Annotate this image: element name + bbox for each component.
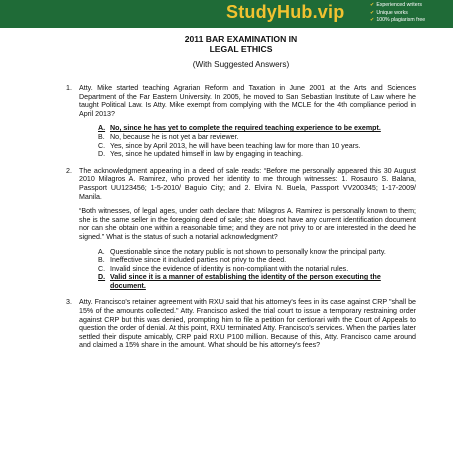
document-title-line2: LEGAL ETHICS (209, 44, 273, 54)
document-subtitle: (With Suggested Answers) (192, 60, 290, 69)
check-icon: ✔ (370, 2, 375, 8)
question-number: 1. (66, 84, 72, 92)
question-2 (66, 167, 416, 291)
answer-options (98, 124, 416, 158)
feature-item: ✔ Unique works (370, 9, 408, 16)
answer-option-c: C. Yes, since by April 2013, he will have been teaching law for more than 10 years. (98, 141, 361, 150)
studyhub-banner (0, 0, 453, 28)
answer-option-d: D. Valid since it is a manner of establishing the identity of the person executing the document. (98, 273, 381, 290)
question-number: 3. (66, 298, 72, 307)
question-1 (66, 84, 416, 159)
feature-item: ✔ 100% plagiarism free (370, 17, 426, 24)
check-icon: ✔ (370, 17, 375, 24)
answer-option-d: D. Yes, since he updated himself in law by engaging in teaching. (98, 150, 303, 159)
studyhub-logo[interactable]: StudyHub.vip (226, 2, 345, 22)
question-3 (66, 298, 416, 350)
document-page (66, 34, 416, 350)
question-number: 2. (66, 166, 72, 175)
document-title-line1: 2011 BAR EXAMINATION IN (184, 34, 298, 44)
answer-option-a: A. Questionable since the notary public is not shown to personally know the principal party. (98, 247, 386, 256)
feature-item: ✔ Experienced writers (370, 2, 422, 8)
answer-option-c: C. Invalid since the evidence of identity is non-compliant with the notarial rules. (98, 264, 349, 273)
feature-list (370, 2, 452, 25)
answer-option-a: A. No, since he has yet to complete the required teaching experience to be exempt. (98, 124, 381, 133)
question-text: Atty. Mike started teaching Agrarian Reform and Taxation in June 2001 at the Arts and Sciences Department of the Far Eastern University. In 2005, he moved to San Sebastian Institute of Law where he taught Political Law. Is Atty. Mike exempt from complying with the MCLE for the 4th compliance period in April 2013? (79, 84, 416, 118)
question-text: The acknowledgment appearing in a deed of sale reads: “Before me personally appeared this 30 August 2010 Milagros A. Ramirez, who proved her identity to me through witnesses: 1. Rosauro S. Balana, Passport UU123456; 1-5-2010/ Baguio City; and 2. Elvira N. Buela, Passport VV200345; 1-17-2009/ Manila. (79, 166, 416, 201)
answer-options (98, 248, 416, 291)
answer-option-b: B. Ineffective since it included parties not privy to the deed. (98, 256, 287, 265)
question-text: Atty. Francisco's retainer agreement with RXU said that his attorney's fees in its case against CRP "shall be 15% of the amounts collected." Atty. Francisco asked the trial court to issue a temporary restraining order against CRP but this was denied, prompting him to file a petition for certiorari with the Court of Appeals to question the order of denial. At this point, RXU terminated Atty. Francisco's services. When the parties later settled their dispute amicably, CRP paid RXU P100 million. Because of this, Atty. Francisco came around and claimed a 15% share in the amount. What should be his attorney's fees? (79, 298, 416, 350)
answer-option-b: B. No, because he is not yet a bar reviewer. (98, 132, 239, 141)
check-icon: ✔ (370, 9, 375, 16)
question-text-continued: “Both witnesses, of legal ages, under oath declare that: Milagros A. Ramirez is personally known to them; she is the same seller in the foregoing deed of sale; she does not have any current identification document nor can she obtain one within a reasonable time; and they are not privy to or are interested in the deed he signed.” What is the status of such a notarial acknowledgment? (79, 207, 416, 241)
